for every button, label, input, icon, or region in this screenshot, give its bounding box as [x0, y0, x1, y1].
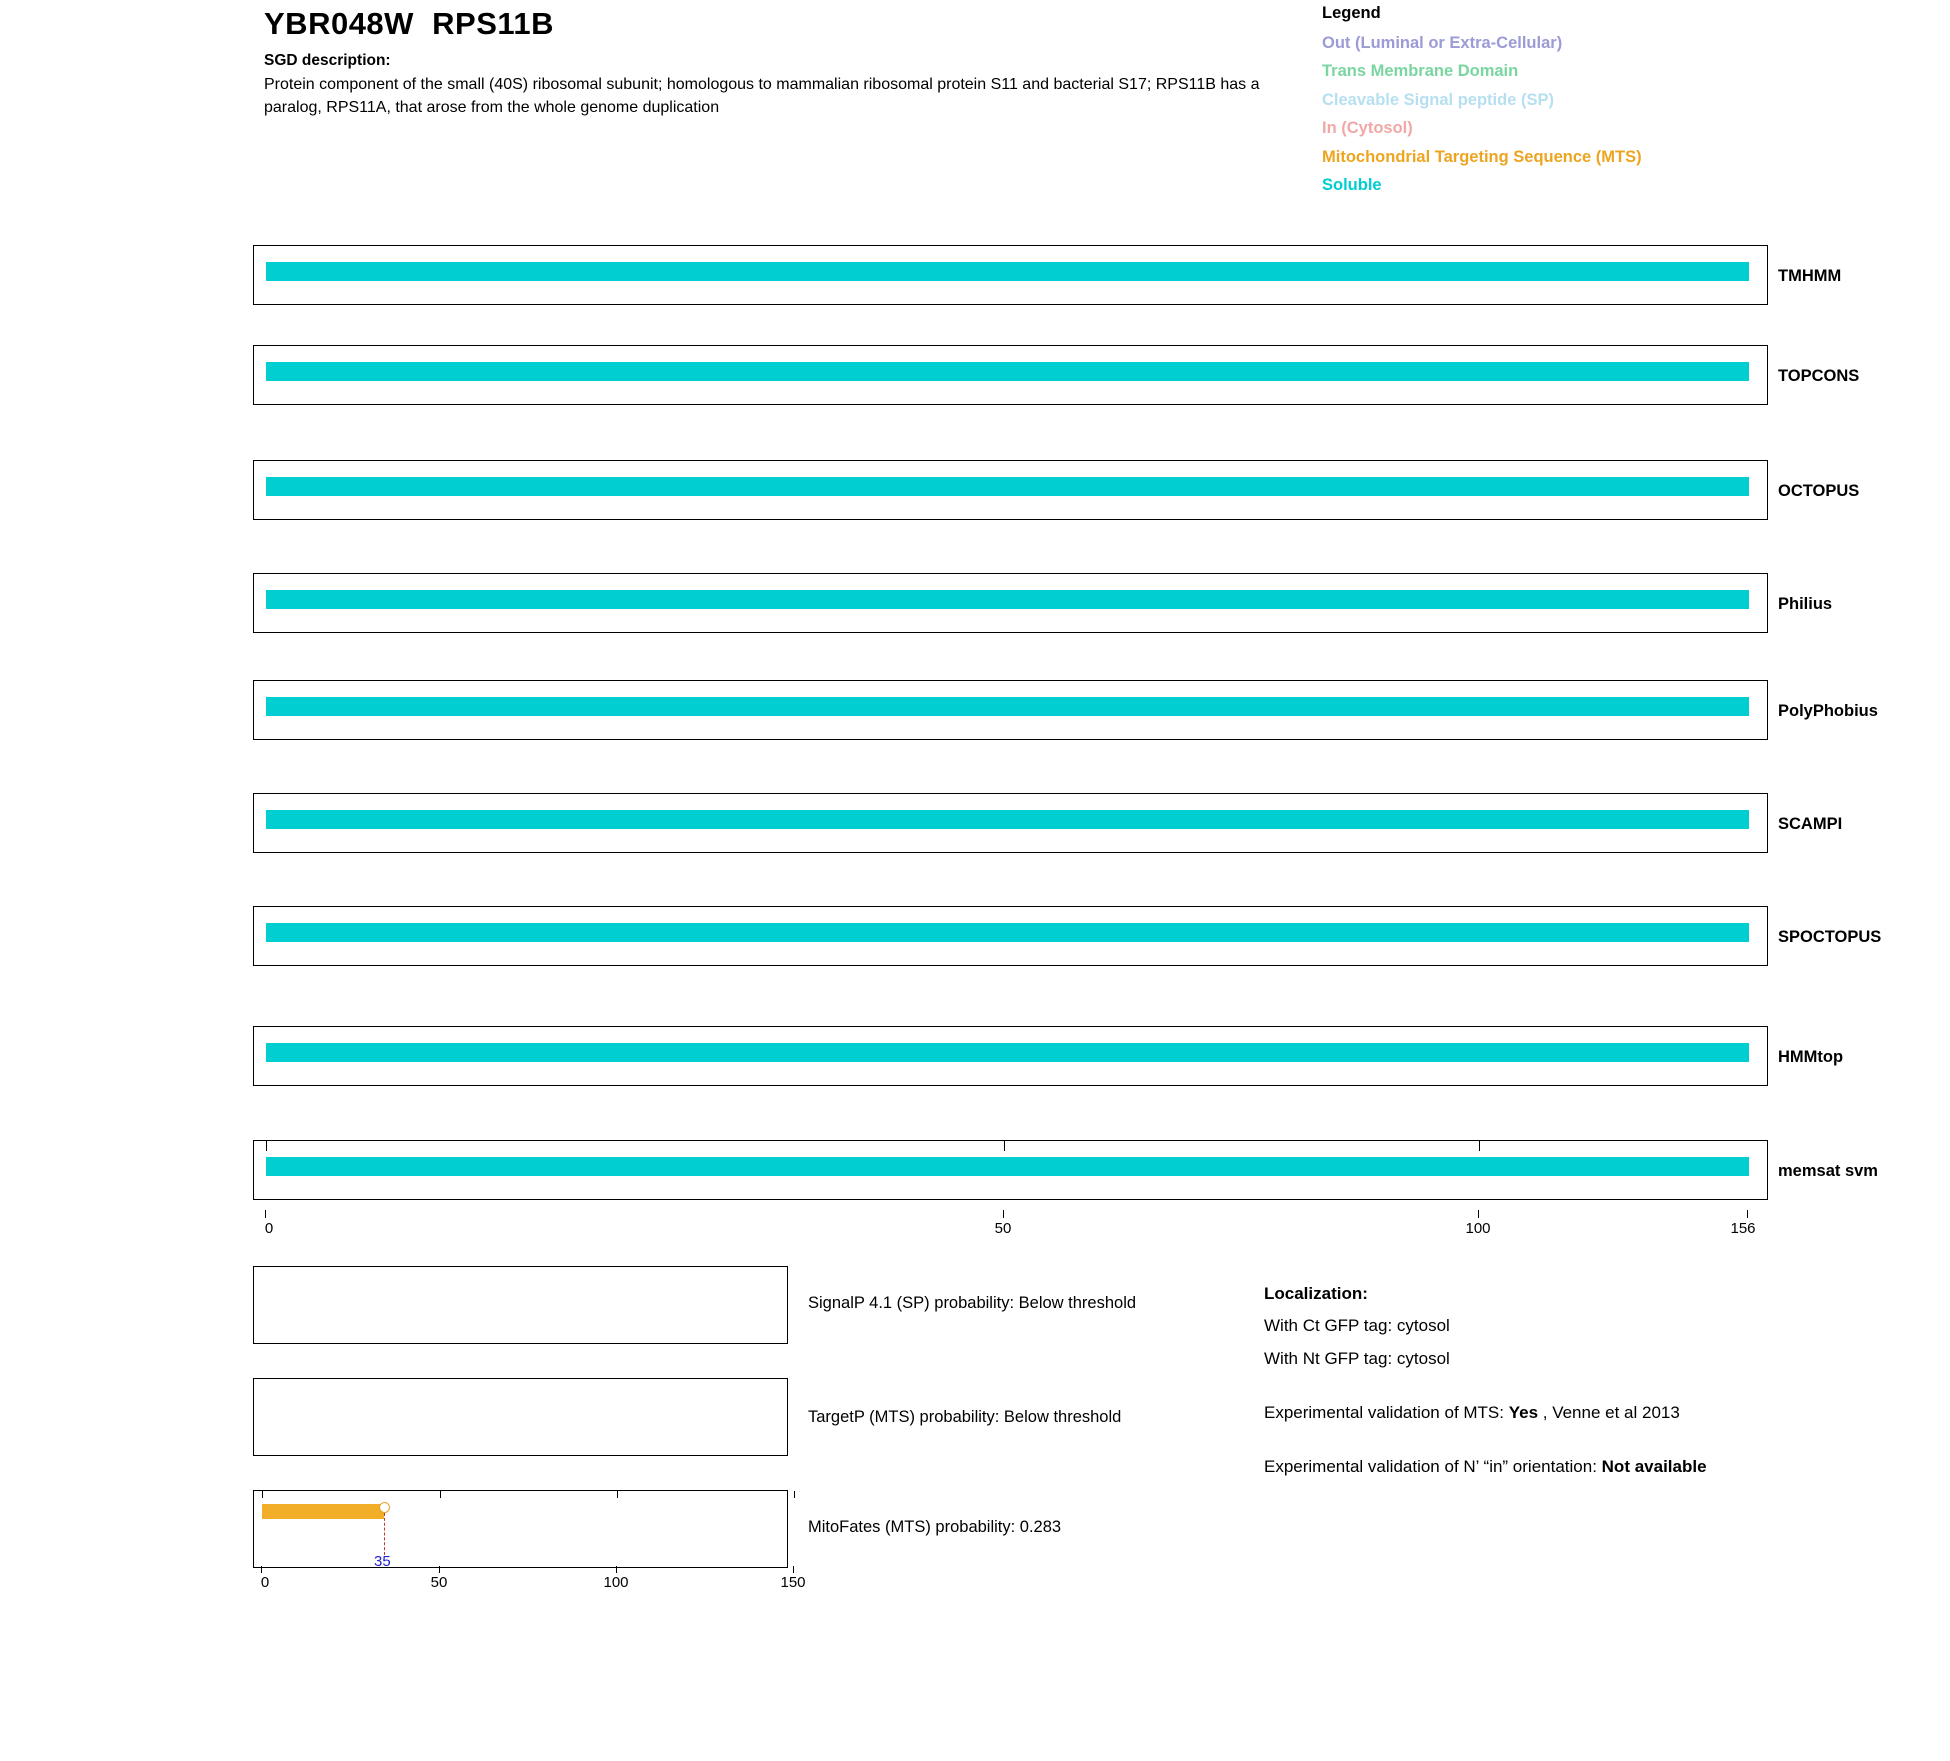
track-bar-soluble [266, 590, 1749, 609]
mitofates-probability-text: MitoFates (MTS) probability: 0.283 [808, 1518, 1062, 1536]
mitofates-cleavage-marker-icon [379, 1502, 390, 1513]
track-row [253, 573, 1833, 635]
mitofates-threshold-label: 35 [374, 1553, 391, 1570]
track-box-spoctopus [253, 906, 1768, 966]
track-box-tmhmm [253, 245, 1768, 305]
page-title: YBR048W RPS11B [264, 6, 555, 41]
track-label-memsat-svm: memsat svm [1778, 1162, 1878, 1180]
nt-gfp-localization: With Nt GFP tag: cytosol [1264, 1348, 1450, 1368]
legend-item-in: In (Cytosol) [1322, 119, 1413, 138]
mini-tick [794, 1491, 795, 1498]
mini-axis-tick [793, 1566, 794, 1573]
track-box-scampi [253, 793, 1768, 853]
legend-item-out: Out (Luminal or Extra-Cellular) [1322, 34, 1563, 52]
axis-tick-label-0: 0 [264, 1220, 274, 1237]
mini-axis-label-50: 50 [430, 1574, 448, 1591]
track-box-polyphobius [253, 680, 1768, 740]
track-box-octopus [253, 460, 1768, 520]
track-row [253, 1026, 1844, 1088]
track-row [253, 906, 1882, 968]
track-label-philius: Philius [1778, 595, 1833, 613]
legend-item-soluble: Soluble [1322, 175, 1382, 194]
sgd-description-label: SGD description: [264, 52, 391, 69]
track-row [253, 245, 1842, 307]
mts-validation-suffix: , Venne et al 2013 [1538, 1402, 1680, 1422]
legend-item-sp: Cleavable Signal peptide (SP) [1322, 90, 1554, 109]
track-bar-soluble [266, 362, 1749, 381]
track-label-polyphobius: PolyPhobius [1778, 702, 1878, 720]
track-bar-soluble [266, 923, 1749, 942]
track-label-octopus: OCTOPUS [1778, 482, 1860, 500]
track-bar-soluble [266, 810, 1749, 829]
track-label-tmhmm: TMHMM [1778, 267, 1842, 285]
spacer [1264, 1429, 1924, 1451]
track-box-memsat-svm [253, 1140, 1768, 1200]
track-row [253, 680, 1878, 742]
mini-axis-label-100: 100 [603, 1574, 629, 1591]
mini-axis-label-150: 150 [780, 1574, 806, 1591]
track-label-hmmtop: HMMtop [1778, 1048, 1844, 1066]
mini-axis-label-0: 0 [260, 1574, 270, 1591]
track-box-hmmtop [253, 1026, 1768, 1086]
mitofates-threshold-line [384, 1513, 385, 1555]
track-label-scampi: SCAMPI [1778, 815, 1843, 833]
track-row [253, 345, 1860, 407]
mitofates-mts-bar [262, 1504, 384, 1519]
axis-tick-label-100: 100 [1465, 1220, 1491, 1237]
track-box-topcons [253, 345, 1768, 405]
signalp-probability-text: SignalP 4.1 (SP) probability: Below threshold [808, 1294, 1137, 1312]
spacer [1264, 1375, 1924, 1397]
track-row [253, 460, 1860, 522]
mitofates-plot-box [253, 1490, 788, 1568]
mts-experimental-validation [1264, 1397, 1924, 1429]
axis-tick [1003, 1210, 1004, 1218]
mini-tick [617, 1491, 618, 1498]
nin-validation-prefix: Experimental validation of N’ “in” orientation: [1264, 1457, 1602, 1477]
mini-axis-tick [616, 1566, 617, 1573]
track-bar-soluble [266, 697, 1749, 716]
sgd-description-text: Protein component of the small (40S) ribosomal subunit; homologous to mammalian ribosomal protein S11 and bacterial S17; RPS11B has a paralog, RPS11A, that arose from the whole genome duplication [264, 76, 1260, 117]
axis-tick-label-50: 50 [994, 1220, 1012, 1237]
mitofates-axis [253, 1566, 806, 1600]
mini-axis-tick [439, 1566, 440, 1573]
mts-validation-prefix: Experimental validation of MTS: [1264, 1402, 1509, 1422]
legend-item-mts: Mitochondrial Targeting Sequence (MTS) [1322, 147, 1642, 166]
tick-50 [1004, 1141, 1005, 1151]
ct-gfp-localization: With Ct GFP tag: cytosol [1264, 1316, 1450, 1336]
axis-tick [1478, 1210, 1479, 1218]
mini-tick [262, 1491, 263, 1498]
axis-tick [265, 1210, 266, 1218]
track-label-spoctopus: SPOCTOPUS [1778, 928, 1882, 946]
localization-heading: Localization: [1264, 1284, 1368, 1303]
localization-info-panel [1264, 1278, 1924, 1483]
track-bar-soluble [266, 262, 1749, 281]
nin-validation-value: Not available [1601, 1457, 1707, 1477]
track-box-philius [253, 573, 1768, 633]
residue-axis [253, 1210, 1773, 1250]
targetp-plot-box [253, 1378, 788, 1456]
axis-tick [1747, 1210, 1748, 1218]
track-row [253, 793, 1843, 855]
mini-tick [440, 1491, 441, 1498]
targetp-probability-text: TargetP (MTS) probability: Below threshold [808, 1408, 1122, 1426]
legend-item-tmd: Trans Membrane Domain [1322, 62, 1519, 81]
axis-tick-label-156: 156 [1730, 1220, 1756, 1237]
track-bar-soluble [266, 1043, 1749, 1062]
track-bar-soluble [266, 477, 1749, 496]
legend-title: Legend [1322, 4, 1381, 22]
nin-experimental-validation [1264, 1451, 1924, 1483]
mini-axis-tick [261, 1566, 262, 1573]
tick-100 [1479, 1141, 1480, 1151]
track-bar-soluble [266, 1157, 1749, 1176]
signalp-plot-box [253, 1266, 788, 1344]
track-row [253, 1140, 1878, 1202]
track-label-topcons: TOPCONS [1778, 367, 1860, 385]
mts-validation-value: Yes [1508, 1402, 1539, 1422]
tick-0 [266, 1141, 267, 1151]
